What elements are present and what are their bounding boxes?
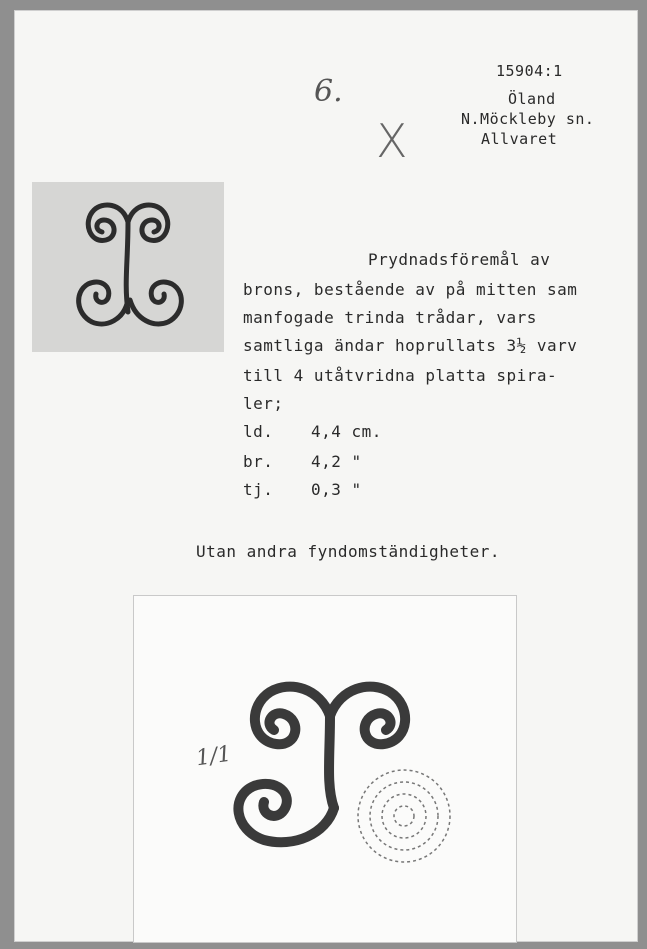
description-line: brons, bestående av på mitten sam [243,280,578,299]
handwritten-x-mark: X [376,114,408,168]
measurement-value: 4,2 " [311,452,362,471]
catalog-card [14,10,638,942]
small-photo [32,182,224,352]
catalog-site: Allvaret [481,130,558,148]
description-line: till 4 utåtvridna platta spira- [243,366,558,385]
description-line: manfogade trinda trådar, vars [243,308,537,327]
description-line: ler; [243,394,284,413]
measurement-label: tj. [243,480,274,499]
spiral-ornament-photo-icon [32,182,224,352]
catalog-number: 15904:1 [496,62,563,80]
large-drawing [134,596,516,942]
measurement-label: br. [243,452,274,471]
spiral-ornament-drawing-icon [134,596,516,942]
description-line: samtliga ändar hoprullats 3½ varv [243,336,578,355]
measurement-value: 4,4 cm. [311,422,382,441]
handwritten-scale-label: 1/1 [194,741,233,772]
catalog-region: Öland [508,90,556,108]
catalog-parish: N.Möckleby sn. [461,110,595,128]
footer-note: Utan andra fyndomständigheter. [196,542,500,561]
description-line: Prydnadsföremål av [368,250,551,269]
measurement-value: 0,3 " [311,480,362,499]
measurement-label: ld. [243,422,274,441]
handwritten-number: 6. [314,74,343,109]
